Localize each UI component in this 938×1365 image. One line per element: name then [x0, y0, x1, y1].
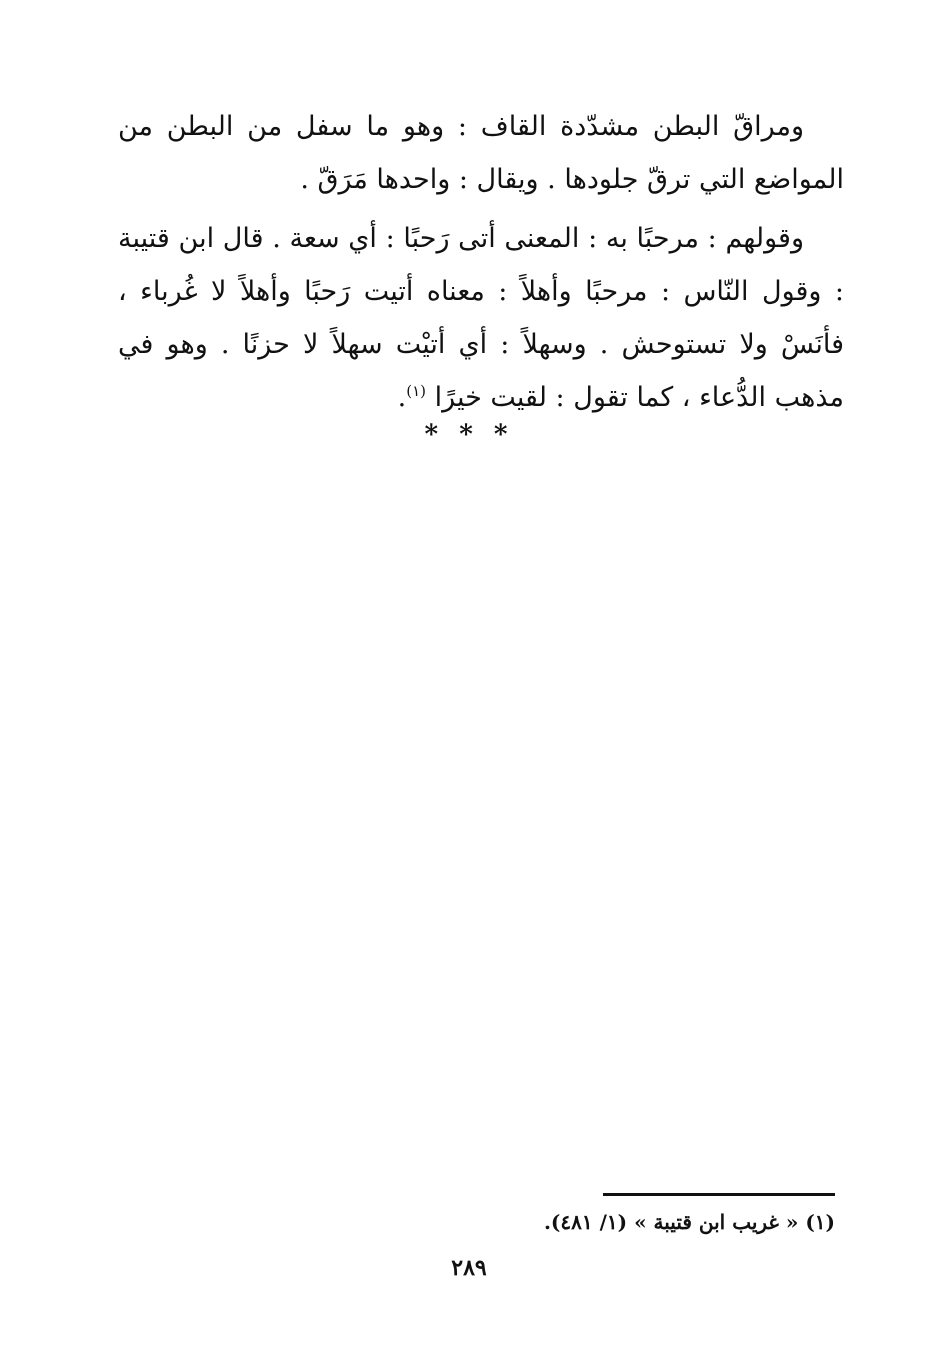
section-separator: * * * — [424, 420, 514, 450]
page-number: ٢٨٩ — [451, 1255, 487, 1281]
paragraph-marak-text: ومراقّ البطن مشدّدة القاف : وهو ما سفل من البطن من المواضع التي ترقّ جلودها . ويقال : واحدها مَرَقّ . — [118, 111, 844, 195]
paragraph-end-mark: . — [397, 382, 407, 413]
paragraph-marhaban — [118, 212, 844, 424]
main-text — [118, 100, 844, 424]
paragraph-marak — [118, 100, 844, 206]
paragraph-marhaban-text: وقولهم : مرحبًا به : المعنى أتى رَحبًا : أي سعة . قال ابن قتيبة : وقول النّاس : مرحبًا وأهلاً : معناه أتيت رَحبًا وأهلاً لا غُرباء ، فأنَسْ ولا تستوحش . وسهلاً : أي أتيْت سهلاً لا حزنًا . وهو في مذهب الدُّعاء ، كما تقول : لقيت خيرًا — [118, 223, 844, 413]
footnote-reference[interactable]: (١) — [406, 382, 426, 400]
footnote-divider — [603, 1193, 835, 1196]
footnote: (١) « غريب ابن قتيبة » (١/ ٤٨١). — [543, 1210, 835, 1234]
